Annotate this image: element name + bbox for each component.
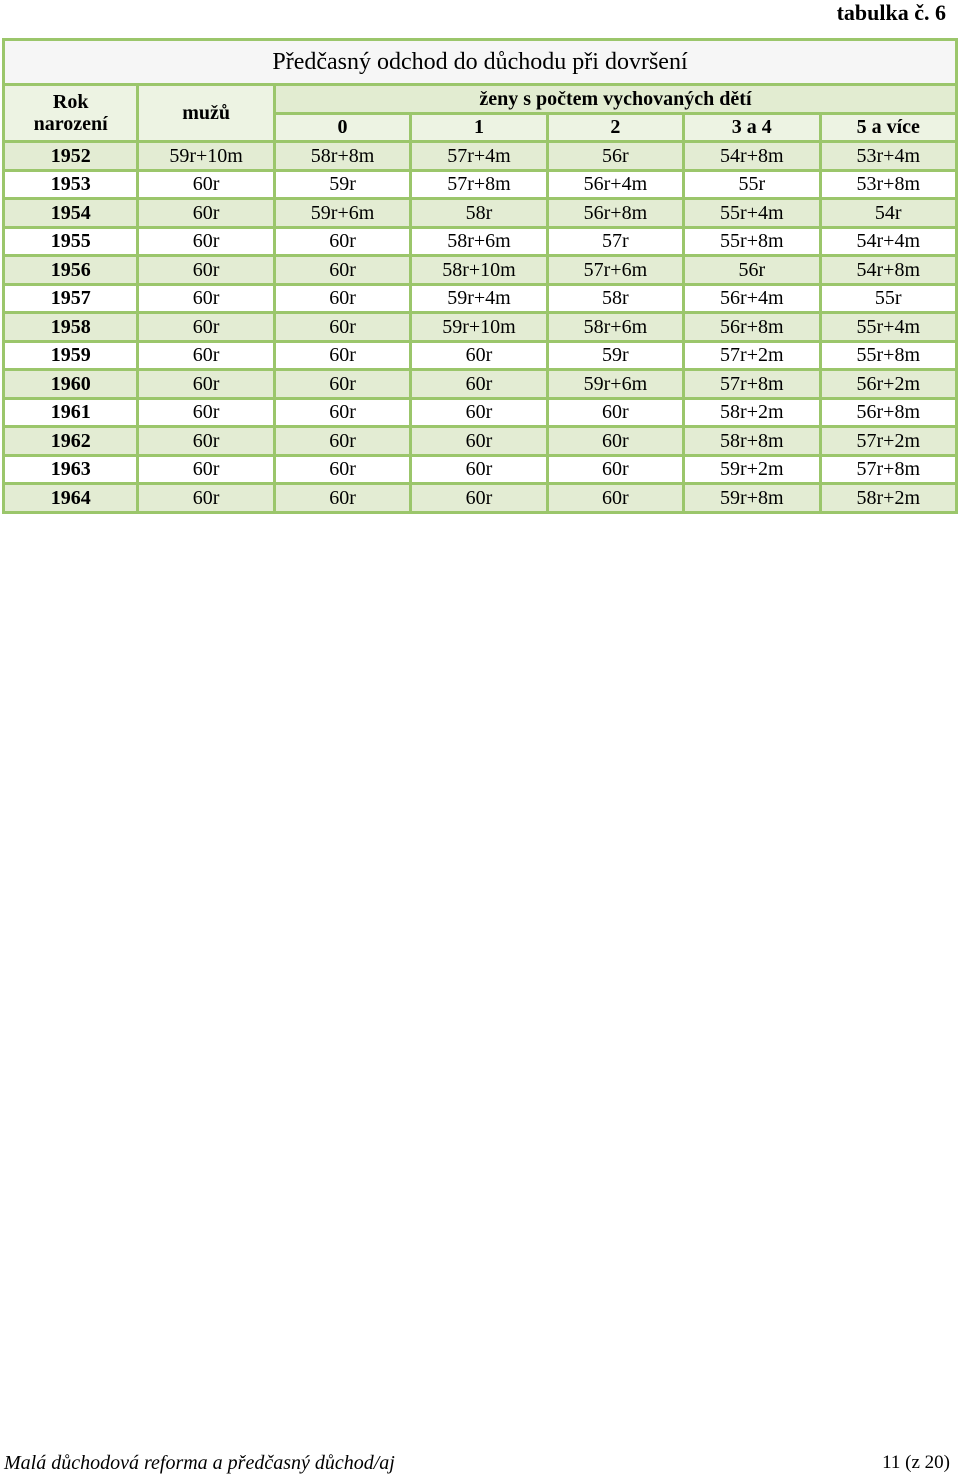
table-cell: 56r — [549, 143, 682, 169]
table-cell: 54r — [822, 200, 955, 226]
table-cell: 59r+6m — [549, 371, 682, 397]
table-cell: 58r+6m — [412, 229, 545, 255]
table-row — [5, 286, 955, 312]
row-birth-year: 1958 — [5, 314, 136, 340]
footer-page-number: 11 (z 20) — [882, 1452, 950, 1473]
row-birth-year: 1961 — [5, 400, 136, 426]
row-birth-year: 1952 — [5, 143, 136, 169]
table-cell: 57r+8m — [822, 457, 955, 483]
header-women-group: ženy s počtem vychovaných dětí — [276, 86, 955, 112]
table-cell: 56r+4m — [549, 172, 682, 198]
table-label: tabulka č. 6 — [836, 0, 946, 25]
table-row — [5, 172, 955, 198]
table-cell: 57r+8m — [412, 172, 545, 198]
table-cell: 60r — [276, 229, 409, 255]
table-cell: 59r+6m — [276, 200, 409, 226]
header-children-3-4: 3 a 4 — [685, 115, 818, 141]
table-cell: 60r — [412, 485, 545, 511]
table-cell: 53r+4m — [822, 143, 955, 169]
table-row — [5, 343, 955, 369]
table-cell: 54r+4m — [822, 229, 955, 255]
table-cell: 60r — [276, 400, 409, 426]
table-cell: 60r — [549, 485, 682, 511]
table-cell: 60r — [412, 343, 545, 369]
table-cell: 60r — [139, 485, 272, 511]
table-row — [5, 428, 955, 454]
row-birth-year: 1964 — [5, 485, 136, 511]
table-cell: 55r+4m — [822, 314, 955, 340]
table-cell: 54r+8m — [685, 143, 818, 169]
table-cell: 60r — [139, 172, 272, 198]
table-cell: 60r — [276, 343, 409, 369]
table-row — [5, 229, 955, 255]
table-cell: 58r — [412, 200, 545, 226]
header-birth-year-line2: narození — [33, 113, 108, 135]
header-men: mužů — [139, 86, 272, 140]
table-cell: 60r — [139, 457, 272, 483]
table-cell: 60r — [139, 371, 272, 397]
table-cell: 58r+6m — [549, 314, 682, 340]
retirement-table — [2, 38, 958, 514]
table-cell: 57r — [549, 229, 682, 255]
table-cell: 54r+8m — [822, 257, 955, 283]
row-birth-year: 1953 — [5, 172, 136, 198]
header-children-0: 0 — [276, 115, 409, 141]
table-cell: 57r+2m — [822, 428, 955, 454]
table-cell: 60r — [276, 314, 409, 340]
table-cell: 58r+8m — [685, 428, 818, 454]
table-cell: 59r+8m — [685, 485, 818, 511]
table-cell: 55r+8m — [822, 343, 955, 369]
table-cell: 60r — [139, 428, 272, 454]
table-cell: 60r — [139, 229, 272, 255]
header-children-1: 1 — [412, 115, 545, 141]
table-cell: 55r+8m — [685, 229, 818, 255]
table-cell: 56r+8m — [549, 200, 682, 226]
row-birth-year: 1959 — [5, 343, 136, 369]
table-cell: 60r — [412, 371, 545, 397]
table-cell: 60r — [412, 457, 545, 483]
table-cell: 53r+8m — [822, 172, 955, 198]
table-cell: 58r+8m — [276, 143, 409, 169]
table-cell: 60r — [139, 257, 272, 283]
row-birth-year: 1954 — [5, 200, 136, 226]
table-cell: 60r — [139, 314, 272, 340]
table-cell: 60r — [139, 286, 272, 312]
table-cell: 60r — [139, 400, 272, 426]
table-cell: 58r — [549, 286, 682, 312]
row-birth-year: 1962 — [5, 428, 136, 454]
table-cell: 60r — [276, 457, 409, 483]
table-row — [5, 314, 955, 340]
table-cell: 60r — [276, 485, 409, 511]
table-cell: 57r+2m — [685, 343, 818, 369]
table-cell: 60r — [276, 371, 409, 397]
table-cell: 59r+10m — [139, 143, 272, 169]
row-birth-year: 1956 — [5, 257, 136, 283]
table-row — [5, 257, 955, 283]
table-cell: 60r — [549, 428, 682, 454]
table-row — [5, 457, 955, 483]
table-cell: 57r+6m — [549, 257, 682, 283]
row-birth-year: 1955 — [5, 229, 136, 255]
table-cell: 60r — [549, 400, 682, 426]
table-cell: 59r+2m — [685, 457, 818, 483]
table-row — [5, 485, 955, 511]
table-cell: 56r+8m — [822, 400, 955, 426]
table-cell: 60r — [412, 428, 545, 454]
table-cell: 55r — [685, 172, 818, 198]
table-row — [5, 400, 955, 426]
table-cell: 55r+4m — [685, 200, 818, 226]
table-cell: 60r — [139, 200, 272, 226]
header-children-5plus: 5 a více — [822, 115, 955, 141]
table-cell: 60r — [276, 257, 409, 283]
table-cell: 59r+10m — [412, 314, 545, 340]
table-cell: 56r — [685, 257, 818, 283]
table-row — [5, 371, 955, 397]
table-cell: 58r+2m — [822, 485, 955, 511]
table-cell: 60r — [276, 286, 409, 312]
header-birth-year — [5, 86, 136, 140]
footer-document-title: Malá důchodová reforma a předčasný důchod/aj — [4, 1452, 395, 1474]
table-cell: 60r — [276, 428, 409, 454]
header-children-2: 2 — [549, 115, 682, 141]
table-cell: 60r — [139, 343, 272, 369]
row-birth-year: 1957 — [5, 286, 136, 312]
table-cell: 59r+4m — [412, 286, 545, 312]
row-birth-year: 1963 — [5, 457, 136, 483]
table-row — [5, 200, 955, 226]
table-title: Předčasný odchod do důchodu při dovršení — [5, 41, 955, 83]
table-cell: 57r+8m — [685, 371, 818, 397]
row-birth-year: 1960 — [5, 371, 136, 397]
table-row — [5, 143, 955, 169]
table-cell: 56r+4m — [685, 286, 818, 312]
header-birth-year-line1: Rok — [52, 91, 89, 113]
table-cell: 57r+4m — [412, 143, 545, 169]
table-cell: 56r+2m — [822, 371, 955, 397]
table-cell: 58r+10m — [412, 257, 545, 283]
table-body — [5, 143, 955, 511]
table-cell: 59r — [549, 343, 682, 369]
table-cell: 56r+8m — [685, 314, 818, 340]
table-cell: 59r — [276, 172, 409, 198]
table-cell: 60r — [412, 400, 545, 426]
table-cell: 55r — [822, 286, 955, 312]
table-cell: 58r+2m — [685, 400, 818, 426]
table-cell: 60r — [549, 457, 682, 483]
